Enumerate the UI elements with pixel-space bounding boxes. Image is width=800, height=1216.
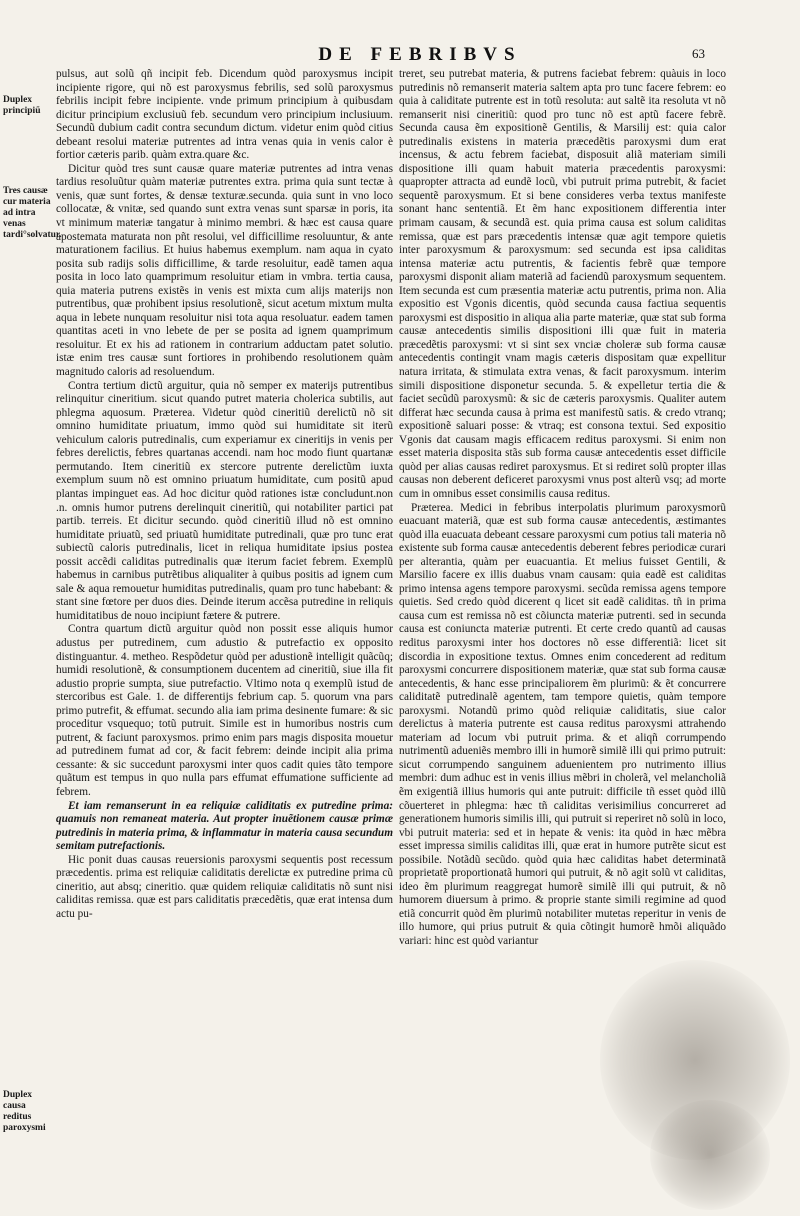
paragraph: Præterea. Medici in febribus interpolatis plurimum paroxysmorũ euacuant materiã, quæ est sub forma causæ antecedentis, æstimantes quòd illa euacuata debeant cessare paroxysmi cum potius tali materia nõ existente sub forma causæ antecedentis deberent febres periodicæ curari per alterantia, quàm per euacuantia. Et melius fuisset Gentili, & Marsilio facere ex illis duabus vnam causam: quia eadẽ est caliditas primo intensa agens tempore paroxysmi. secũda remissa agens tempore quietis. Sed credo quòd dicerent q licet sit eadẽ caliditas. tñ in prima causa cum est remissa nõ est cõiuncta materiæ putrenti. sed in secunda causa est coniuncta materiæ putrenti. Et certe credo quantũ ad causas reditus paroxysmi inter hos doctores nõ esse differentiã: licet sit discordia in expositione textus. Omnes enim concederent ad reditum paroxysmi concurrere dispositionem materiæ, quæ stat sub forma causæ antecedentis, & hanc esse principaliorem ẽm plurimũ: & ẽt concurrere caliditatẽ putredinalẽ agentem, tam tempore quietis, quàm tempore paroxysmi. Notandũ primo quòd reliquiæ caliditatis, siue calor derelictus à materia putrente est causa reditus paroxysmi attrahendo materiam ad locum vbi putruit prima. & et aliqñ corrumpendo nutrimentũ adueniẽs membro illi in humorẽ similẽ illi qui primo putruit: sicut corrumpendo sanguinem aduenientem pro nutrimento illius membri: dum adhuc est in venis illius mẽbri in cholerã, vel melancholiã ẽm exigentiã illius humoris qui ante putruit: difficile tñ esset quòd illũ cõuerteret in phlegma: hæc tñ caliditas verisimilius concurreret ad generationem humoris similis illi, qui putruit si reperiret nõ solũ in loco, vbi putruit materia: sed et in hepate & venis: ita quòd in hæc mẽbra esset impressa similis caliditas illi, quæ erat in humore putrẽte sicut est possibile. Notãdũ secũdo. quòd quia hæc caliditas habet determinatã proprietatẽ proportionatã humori qui putruit, & nõ agit solũ vt caliditas, ideo ẽm plurimum reaggregat humorẽ similẽ illi qui putruit, & nõ humorem diuersum à primo. & proprie stante simili regimine ad quod etiã concurrit quòd ẽm plurimũ notabiliter mutetas reperitur in venis de illo humore, qui prius putruit & quia cõtingit humorẽ hmõi aliquãdo variari: hinc est quòd variantur	[399, 501, 726, 947]
paragraph: Contra tertium dictũ arguitur, quia nõ semper ex materijs putrentibus relinquitur cineritium. sicut quando putret materia cholerica subtilis, aut phlegma aquosum. Præterea. Videtur quòd cineritiũ derelictũ nõ sit omnino humiditate priuatum, immo quòd sui humiditate sit iterũ vehiculum caloris putredinalis, cum experiamur ex cineritijs in venis per febres derelictis, febres quartanas accendi. nam hoc modo fiunt quartanæ permutando. Item cineritiũ ex stercore putrente derelictũm iuxta exemplum suum nõ est omnino priuatum humiditate, cum positũ apud plantas impinguet eas. Ad hoc dicitur quòd rationes istæ concludunt.non .n. omnis humor putrens derelinquit cineritiũ, qui notabiliter partici pat partib. terreis. Et dicitur secundo. quòd cineritiũ illud nõ est omnino humiditate priuatũ, sed priuatũ humiditate putredinali, quæ pro tunc erat subiectũ caloris putredinalis, licet in reliqua humiditate ipsius postea possit accẽdi caliditas putredinalis quæ iterum faciet febrem. Exemplũ habemus in carnibus putrẽtibus aliqualiter à quibus positis ad ignem cum sale & aqua remouetur humiditas putredinalis, quam pro tunc habebant: & stant sine fœtore per duos dies. Deinde iterum accẽsa putredine in reliquis humiditatibus de nouo incipiunt fætere & putrere.	[56, 379, 393, 622]
right-text-column	[399, 68, 726, 949]
margin-note-tres-causae: Tres causæ cur materia ad intra venas tardi°solvatur.	[3, 186, 62, 240]
paragraph: Hic ponit duas causas reuersionis paroxysmi sequentis post recessum præcedentis. prima est reliquiæ caliditatis derelictæ ex putredine prima cũ cineritio, aut absq; cineritio. quæ quidem reliquiæ caliditatis nõ sunt nisi caliditas remissa. quæ est pars caliditatis præcedẽtis, quæ erat intensa dum actu pu-	[56, 853, 393, 920]
margin-note-duplex-causa: Duplex causa reditus paroxysmi	[3, 1090, 46, 1133]
margin-note-duplex-principium: Duplex principiũ	[3, 95, 41, 116]
page-number: 63	[692, 46, 705, 61]
paragraph: treret, seu putrebat materia, & putrens faciebat febrem: quàuis in loco putredinis nõ remanserit materia saltem apta pro tunc facere febrem: eo quia à caliditate putrente est in totũ resoluta: aut saltẽ ita resoluta vt nõ remanserit nisi cineritiũ: quod pro tunc nõ est aptũ facere febrẽ. Secunda causa ẽm expositionẽ Gentilis, & Marsilij est: quia calor putredinalis existens in materia præcedẽtis paroxysmi dum erat incensus, & actu febrem faciebat, disposuit aliã materiam simili dispositione illi quam habuit materia præcedentis paroxysmi: quapropter attracta ad eundẽ locũ, vbi putruit prima putrebit, & faciet sequentẽ paroxysmum. Et si bene consideres verba textus manifeste sonant hanc sententiã. Et ẽm hanc expositionem differentia inter primam causam, & secundã est. quia prima causa est solum caliditas remissa, quæ est pars præcedentis intensæ quæ agit tempore quietis inter paroxysmum & paroxysmum: sed secunda est ipsa caliditas intensa materiæ actu putrentis, & facientis febrẽ quæ tempore paroxysmi disponit aliam materiã ad faciendũ paroxysmum sequentem. Item secunda est cum præsentia materiæ actu putrentis, prima non. Alia expositio est Vgonis dicentis, quòd secunda causa factiua sequentis paroxysmi est dispositio in aliqua alia parte materiæ, quæ stat sub forma causæ antecedentis similis dispositioni illi quæ fuit in materia præcedẽtis paroxysmi: vt si sint sex vnciæ choleræ sub forma causæ antecedentis contingit vnam magis cæteris dispositam quæ expellitur natura irritata, & stimulata extra venas, & facit paroxysmum. interim simili dispositione disponetur secunda. 5. & expelletur tertia die & faciet secũdũ paroxysmũ: & sic de cæteris paroxysmis. Qualiter autem differat hæc secunda causa à prima est manifestũ satis. & credo vtranq; expositionẽ saluari posse: & vtraq; est consona textui. Sed expositio Vgonis dat causam magis efficacem reditus paroxysmi. Si enim non esset materia disposita stãs sub forma causæ antecedentis esset difficile quòd per alias causas rediret paroxysmus. Et si rediret solũ propter illas causas non deberent deficeret paroxysmi vnus post alterũ vsq; ad morte cum in omnibus esset consimilis causa reditus.	[399, 68, 726, 500]
running-title: DE FEBRIBVS	[318, 44, 522, 65]
ink-stain	[650, 1100, 770, 1210]
left-text-column	[56, 68, 393, 921]
paragraph: Dicitur quòd tres sunt causæ quare materiæ putrentes ad intra venas tardius resoluũtur quàm materiæ putrentes extra. prima quia sunt tectæ à venis, quæ sunt fortes, & densæ texturæ.secunda. quia sunt in vno loco collocatæ, & vnitæ, sed quando sunt extra venas sunt sparsæ in poris, ita vt minimum materiæ tangatur à minimo membri. & hæc est causa quare apostemata maturata non pñt resolui, vel difficillime resoluuntur, & ante maturationem facilius. Et huius habemus exemplum. nam aqua in cyato posita sub radijs solis difficillime, & tarde resoluitur, eadẽ tamen aqua posita in loco lato quamprimum resoluitur etiam in vmbra. tertia causa, quia materia putrens existẽs in venis est mixta cum alijs materijs non putrentibus, quæ prohibent ipsius resolutionẽ, sicut acetum mixtum multa aqua in lebete nunquam resoluitur nisi tota aqua resoluatur. eadem tamen quantitas aceti in vno lebete de per se posita ad ignem quamprimum resoluitur. Et ex his ad rationem in contrarium adductam patet solutio. istæ enim tres causæ sunt fortiores in prohibendo resolutionem quàm magnitudo caloris ad resoluendum.	[56, 162, 393, 379]
paragraph: pulsus, aut solũ qñ incipit feb. Dicendum quòd paroxysmus incipit incipiente rigore, qui nõ est paroxysmus febrilis, sed solũ paroxysmus febrilis incipit febre incipiente. vnde primum principium à quibusdam dicitur principium exclusiuũ feb. secundum vero principium inclusiuum. Secundũ dubium cadit contra secundum dictum. videtur enim quòd citius debeant resolui materiæ putrentes ad intra venas quia in venis calor è fortior cæteris parib. quàm extra.quare &c.	[56, 68, 393, 162]
paragraph: Contra quartum dictũ arguitur quòd non possit esse aliquis humor adustus per putredinem, cum adustio & putrefactio ex opposito distinguantur. 4. metheo. Respõdetur quòd per adustionẽ intelligit quãcũq; humidi resolutionẽ, & consumptionem ducentem ad cineritiũ, siue illa fit adustio proprie sumpta, siue putrefactio. Vltimo nota q exemplũ istud de stercoribus est Gale. 1. de differentijs febrium cap. 5. quorum vna pars primo putrefit, & effumat. secundo alia iam prima desinente fumare: & sic proceditur vsquequo; totũ putruit. Simile est in humoribus nostris cum putrent, & faciunt paroxysmos. primo enim pars magis disposita mouetur ad putredinem fumat ad cor, & facit febrem: deinde incipit alia prima cessante: & sic succedunt paroxysmi inter quos cadit quies tãto tempore quãtum est tempus in quo nulla pars effumat effumatione sufficiente ad febrem.	[56, 623, 393, 798]
lemma-text: Et iam remanserunt in ea reliquiæ caliditatis ex putredine prima: quamuis non remaneat materia. Aut propter inuẽtionem causæ primæ putredinis in materia prima, & inflammatur in materia causa secundum semitam putrefactionis.	[56, 799, 393, 853]
